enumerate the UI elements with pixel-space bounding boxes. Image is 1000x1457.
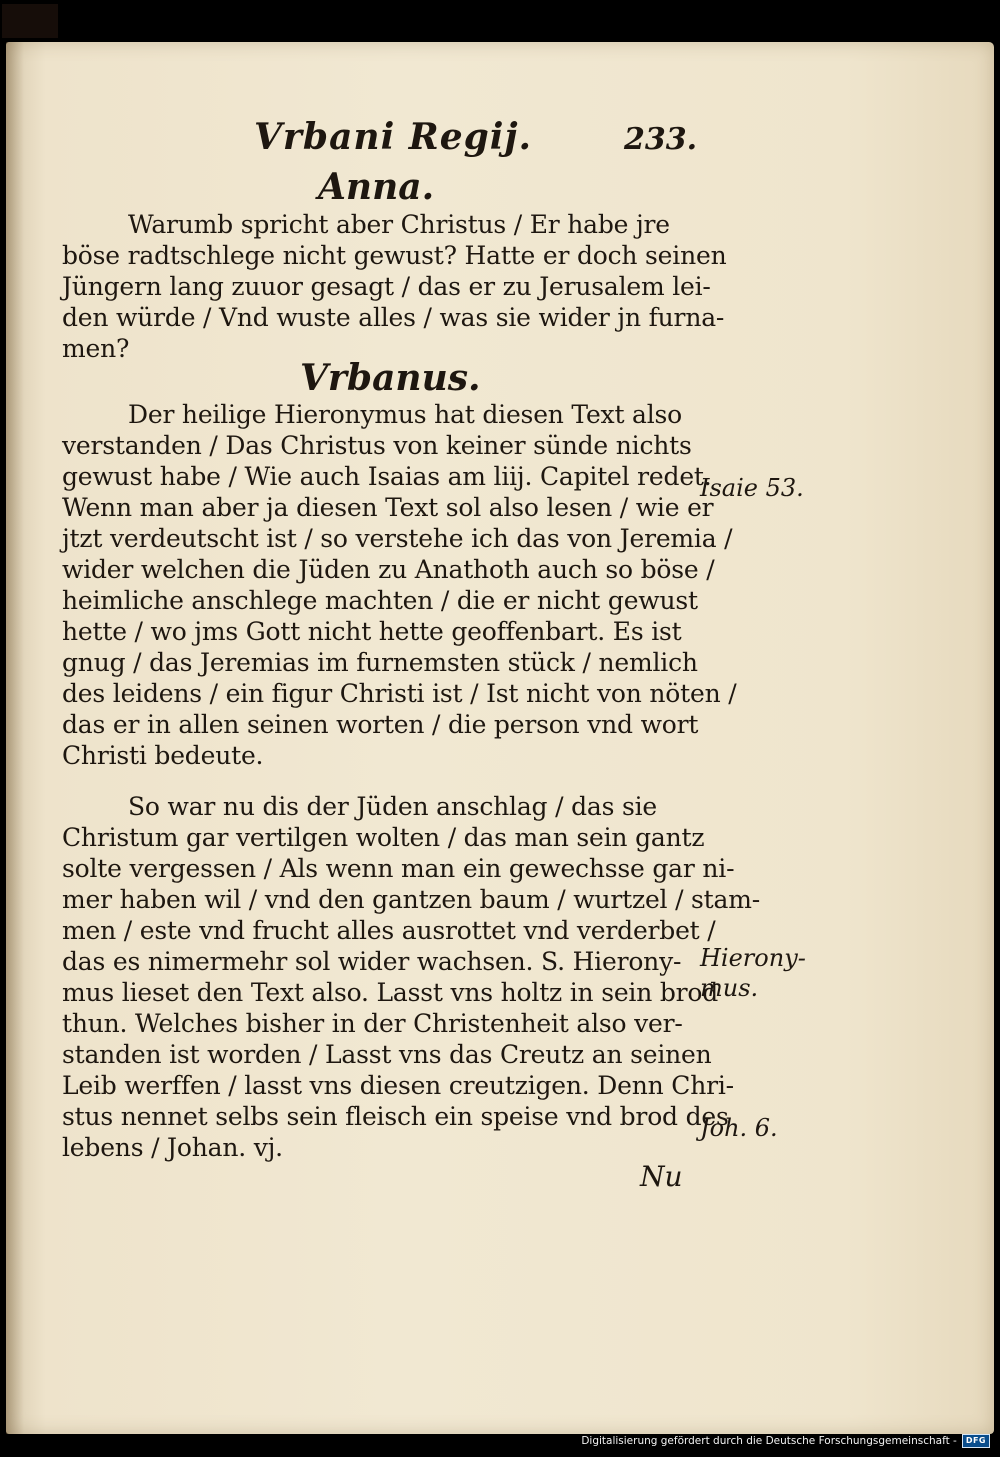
text-line: heimliche anschlege machten / die er nicht gewust xyxy=(62,586,698,615)
page-number: 233. xyxy=(624,122,698,157)
speaker-urbanus: Vrbanus. xyxy=(300,357,481,399)
text-line: standen ist worden / Lasst vns das Creutz an seinen xyxy=(62,1040,712,1069)
margin-note-hieronymus: Hierony- xyxy=(700,944,806,972)
footer-credit-text: Digitalisierung gefördert durch die Deutsche Forschungsgemeinschaft - xyxy=(581,1435,957,1447)
text-line: Wenn man aber ja diesen Text sol also lesen / wie er xyxy=(62,493,714,522)
text-line: Christi bedeute. xyxy=(62,741,264,770)
text-line: stus nennet selbs sein fleisch ein speise vnd brod des xyxy=(62,1102,729,1131)
text-line: mer haben wil / vnd den gantzen baum / wurtzel / stam- xyxy=(62,885,760,914)
margin-note-hieronymus-cont: mus. xyxy=(700,974,759,1002)
text-line: So war nu dis der Jüden anschlag / das sie xyxy=(128,792,657,821)
text-line: men? xyxy=(62,334,130,363)
text-line: mus lieset den Text also. Lasst vns holtz in sein brod xyxy=(62,978,719,1007)
margin-note-johan: Joh. 6. xyxy=(700,1114,778,1142)
catchword: Nu xyxy=(640,1160,683,1193)
text-line: Der heilige Hieronymus hat diesen Text also xyxy=(128,400,683,429)
text-line: das er in allen seinen worten / die person vnd wort xyxy=(62,710,699,739)
page-gutter-shadow xyxy=(6,42,24,1434)
text-line: men / este vnd frucht alles ausrottet vnd verderbet / xyxy=(62,916,716,945)
text-line: Leib werffen / lasst vns diesen creutzigen. Denn Chri- xyxy=(62,1071,734,1100)
margin-note-isaie: Isaie 53. xyxy=(700,474,804,502)
text-line: jtzt verdeutscht ist / so verstehe ich das von Jeremia / xyxy=(62,524,733,553)
text-line: das es nimermehr sol wider wachsen. S. Hierony- xyxy=(62,947,682,976)
speaker-anna: Anna. xyxy=(318,166,435,208)
text-line: solte vergessen / Als wenn man ein gewechsse gar ni- xyxy=(62,854,735,883)
text-line: lebens / Johan. vj. xyxy=(62,1133,283,1162)
text-line: gewust habe / Wie auch Isaias am liij. Capitel redet. xyxy=(62,462,712,491)
scan-corner-mark xyxy=(2,4,58,38)
dfg-logo: DFG xyxy=(962,1434,990,1448)
text-line: des leidens / ein figur Christi ist / Ist nicht von nöten / xyxy=(62,679,737,708)
text-line: Warumb spricht aber Christus / Er habe jre xyxy=(128,210,670,239)
text-line: gnug / das Jeremias im furnemsten stück / nemlich xyxy=(62,648,698,677)
digitization-credit-footer xyxy=(581,1434,990,1448)
text-line: hette / wo jms Gott nicht hette geoffenbart. Es ist xyxy=(62,617,682,646)
text-line: thun. Welches bisher in der Christenheit also ver- xyxy=(62,1009,683,1038)
text-line: verstanden / Das Christus von keiner sünde nichts xyxy=(62,431,692,460)
text-line: Jüngern lang zuuor gesagt / das er zu Jerusalem lei- xyxy=(62,272,711,301)
text-line: wider welchen die Jüden zu Anathoth auch so böse / xyxy=(62,555,715,584)
text-line: den würde / Vnd wuste alles / was sie wider jn furna- xyxy=(62,303,725,332)
text-line: böse radtschlege nicht gewust? Hatte er doch seinen xyxy=(62,241,727,270)
text-line: Christum gar vertilgen wolten / das man sein gantz xyxy=(62,823,705,852)
running-head: Vrbani Regij. xyxy=(254,116,533,158)
